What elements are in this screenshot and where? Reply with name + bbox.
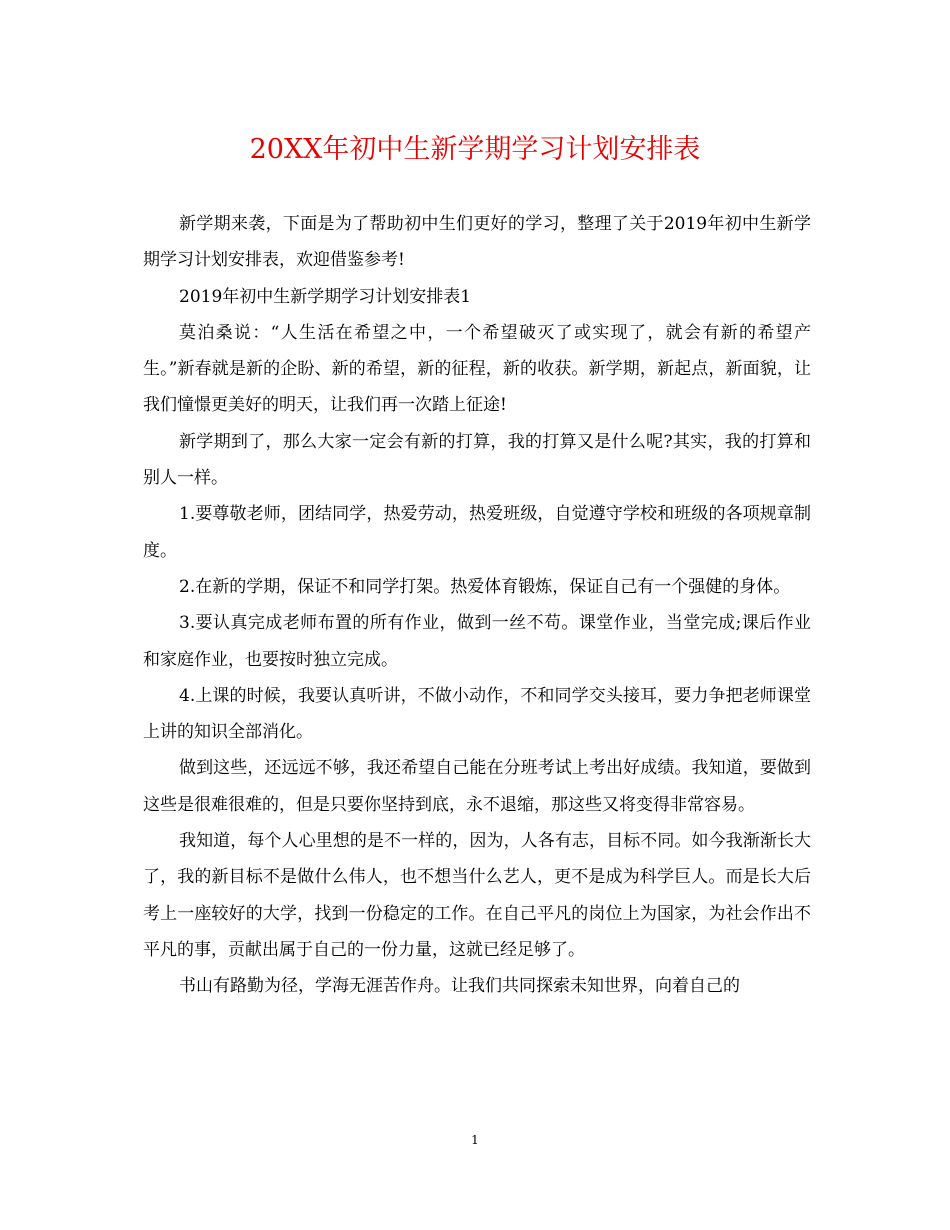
document-title: 20XX年初中生新学期学习计划安排表 bbox=[249, 134, 701, 165]
paragraph-plan-intro: 新学期到了，那么大家一定会有新的打算，我的打算又是什么呢?其实，我的打算和别人一样。 bbox=[143, 431, 811, 489]
paragraph-life-goal: 我知道，每个人心里想的是不一样的，因为，人各有志，目标不同。如今我渐渐长大了，我的新目标不是做什么伟人，也不想当什么艺人，更不是成为科学巨人。而是长大后考上一座较好的大学，找到一份稳定的工作。在自己平凡的岗位上为国家，为社会作出不平凡的事，贡献出属于自己的一份力量，这就已经足够了。 bbox=[143, 831, 811, 960]
paragraph-item-4: 4.上课的时候，我要认真听讲，不做小动作，不和同学交头接耳，要力争把老师课堂上讲的知识全部消化。 bbox=[143, 685, 811, 743]
paragraph-item-3: 3.要认真完成老师布置的所有作业，做到一丝不苟。课堂作业，当堂完成;课后作业和家庭作业，也要按时独立完成。 bbox=[143, 613, 811, 670]
paragraph-item-1: 1.要尊敬老师，团结同学，热爱劳动，热爱班级，自觉遵守学校和班级的各项规章制度。 bbox=[143, 504, 811, 561]
paragraph-exam-goal: 做到这些，还远远不够，我还希望自己能在分班考试上考出好成绩。我知道，要做到这些是很难很难的，但是只要你坚持到底，永不退缩，那这些又将变得非常容易。 bbox=[143, 758, 811, 815]
paragraph-intro: 新学期来袭，下面是为了帮助初中生们更好的学习，整理了关于2019年初中生新学期学习计划安排表，欢迎借鉴参考! bbox=[143, 214, 811, 271]
document-body bbox=[143, 206, 811, 1005]
page-number: 1 bbox=[471, 1133, 479, 1147]
paragraph-quote: 莫泊桑说：“人生活在希望之中，一个希望破灭了或实现了，就会有新的希望产生。”新春就是新的企盼、新的希望，新的征程，新的收获。新学期，新起点，新面貌，让我们憧憬更美好的明天，让我们再一次踏上征途! bbox=[143, 322, 811, 416]
paragraph-subheading: 2019年初中生新学期学习计划安排表1 bbox=[179, 286, 472, 307]
paragraph-closing: 书山有路勤为径，学海无涯苦作舟。让我们共同探索未知世界，向着自己的 bbox=[179, 976, 740, 997]
paragraph-item-2: 2.在新的学期，保证不和同学打架。热爱体育锻炼，保证自己有一个强健的身体。 bbox=[179, 576, 791, 597]
